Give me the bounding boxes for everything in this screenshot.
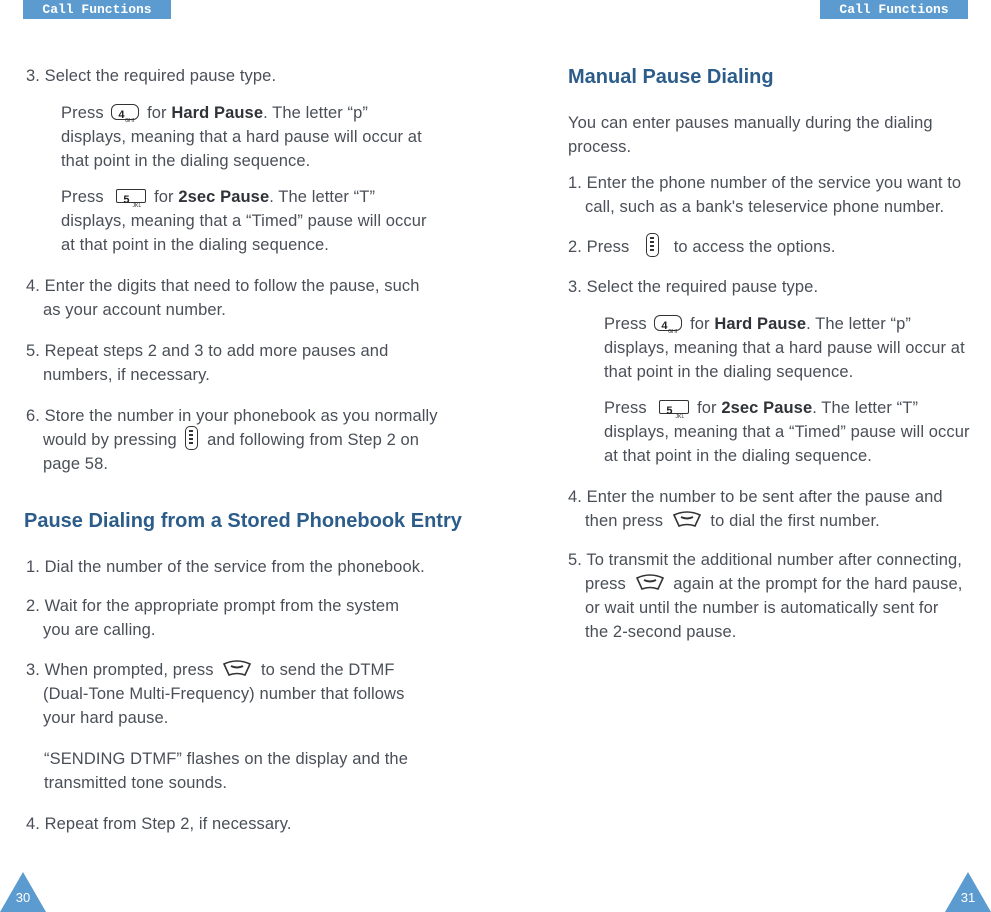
page-number-right: 31 — [945, 872, 991, 912]
manual-hard-pause-line3: that point in the dialing sequence. — [604, 363, 854, 381]
header-tab-left: Call Functions — [23, 0, 171, 19]
manual-step-5-line3: or wait until the number is automatically sent for — [585, 599, 939, 617]
manual-hard-pause-line2: displays, meaning that a hard pause will occur at — [604, 339, 965, 357]
send-key-icon — [221, 660, 253, 678]
manual-step-5-line1: 5. To transmit the additional number after connecting, — [568, 551, 962, 569]
note-line2: transmitted tone sounds. — [44, 774, 228, 792]
step-5-line2: numbers, if necessary. — [43, 366, 210, 384]
manual-hard-pause-line1: Press 4 GHI for Hard Pause. The letter “p” — [604, 315, 912, 336]
note-line1: “SENDING DTMF” flashes on the display and the — [44, 750, 408, 768]
step-5-line1: 5. Repeat steps 2 and 3 to add more pauses and — [26, 342, 389, 360]
hard-pause-line1: Press 4 GHI for Hard Pause. The letter “p” — [61, 104, 369, 125]
key-4-icon: 4 GHI — [654, 315, 682, 331]
sec-pause-line1: Press 5 JKL for 2sec Pause. The letter “T” — [61, 188, 376, 210]
manual-step-1-line1: 1. Enter the phone number of the service you want to — [568, 174, 962, 192]
manual-step-5-line4: the 2-second pause. — [585, 623, 737, 641]
manual-step-4-line1: 4. Enter the number to be sent after the pause and — [568, 488, 943, 506]
header-tab-right: Call Functions — [820, 0, 968, 19]
stored-step-3-line1: 3. When prompted, press to send the DTMF — [26, 661, 395, 679]
step-6-line1: 6. Store the number in your phonebook as you normally — [26, 407, 438, 425]
stored-step-3-line3: your hard pause. — [43, 709, 169, 727]
step-3-text: 3. Select the required pause type. — [26, 67, 277, 85]
sec-pause-line3: at that point in the dialing sequence. — [61, 236, 329, 254]
sec-pause-line2: displays, meaning that a “Timed” pause will occur — [61, 212, 427, 230]
key-5-icon: 5 JKL — [116, 189, 146, 203]
manual-step-4-line2: then press to dial the first number. — [585, 512, 880, 530]
page-number-left: 30 — [0, 872, 46, 912]
step-4-line1: 4. Enter the digits that need to follow the pause, such — [26, 277, 420, 295]
manual-step-5-line2: press again at the prompt for the hard pause, — [585, 575, 963, 593]
menu-key-icon — [185, 426, 198, 450]
intro-line2: process. — [568, 138, 632, 156]
menu-key-icon — [646, 233, 659, 257]
section-title-manual-pause: Manual Pause Dialing — [568, 66, 774, 88]
step-6-line2: would by pressing and following from Step 2 on — [43, 428, 419, 452]
manual-step-1-line2: call, such as a bank's teleservice phone number. — [585, 198, 945, 216]
manual-sec-pause-line3: at that point in the dialing sequence. — [604, 447, 872, 465]
stored-step-3-line2: (Dual-Tone Multi-Frequency) number that follows — [43, 685, 405, 703]
manual-step-3: 3. Select the required pause type. — [568, 278, 819, 296]
manual-sec-pause-line2: displays, meaning that a “Timed” pause will occur — [604, 423, 970, 441]
hard-pause-line3: that point in the dialing sequence. — [61, 152, 311, 170]
step-4-line2: as your account number. — [43, 301, 226, 319]
key-5-icon: 5 JKL — [659, 400, 689, 414]
send-key-icon — [634, 574, 666, 592]
section-title-stored-entry: Pause Dialing from a Stored Phonebook Entry — [24, 510, 462, 532]
key-4-icon: 4 GHI — [111, 104, 139, 120]
stored-step-1: 1. Dial the number of the service from the phonebook. — [26, 558, 425, 576]
manual-step-2: 2. Press to access the options. — [568, 235, 836, 259]
hard-pause-line2: displays, meaning that a hard pause will occur at — [61, 128, 422, 146]
step-6-line3: page 58. — [43, 455, 109, 473]
stored-step-2-line1: 2. Wait for the appropriate prompt from the system — [26, 597, 400, 615]
send-key-icon — [671, 511, 703, 529]
manual-sec-pause-line1: Press 5 JKL for 2sec Pause. The letter “T” — [604, 399, 919, 421]
stored-step-4: 4. Repeat from Step 2, if necessary. — [26, 815, 292, 833]
intro-line1: You can enter pauses manually during the dialing — [568, 114, 933, 132]
stored-step-2-line2: you are calling. — [43, 621, 156, 639]
